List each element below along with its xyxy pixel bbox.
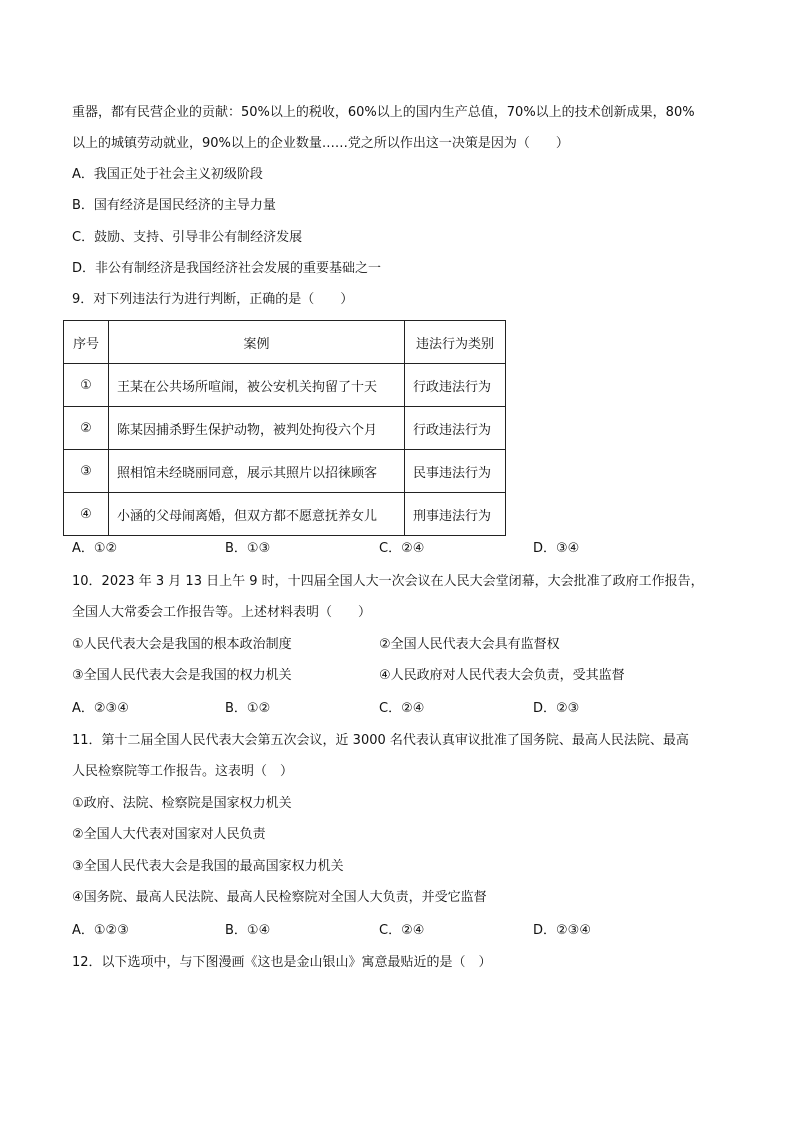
q8-option-a: A．我国正处于社会主义初级阶段 — [72, 167, 263, 182]
q10-option-d: D．②③ — [533, 701, 580, 716]
table-cell-type: 刑事违法行为 — [405, 493, 506, 536]
table-cell-number: ① — [64, 364, 109, 407]
q11-option-c: C．②④ — [379, 923, 425, 938]
q11-statement-1: ①政府、法院、检察院是国家权力机关 — [72, 796, 292, 811]
table-cell-type: 行政违法行为 — [405, 407, 506, 450]
q8-stem-line-2: 以上的城镇劳动就业，90%以上的企业数量……党之所以作出这一决策是因为（ ） — [72, 136, 569, 151]
q11-statement-2: ②全国人大代表对国家对人民负责 — [72, 827, 266, 842]
q10-options — [72, 699, 722, 719]
q10-option-a: A．②③④ — [72, 701, 129, 716]
q9-options — [72, 539, 722, 559]
table-row — [64, 493, 506, 536]
q11-statement-4: ④国务院、最高人民法院、最高人民检察院对全国人大负责，并受它监督 — [72, 890, 487, 905]
q10-statement-4: ④人民政府对人民代表大会负责，受其监督 — [379, 668, 625, 683]
q10-statement-row — [72, 666, 722, 686]
table-row — [64, 450, 506, 493]
table-row — [64, 407, 506, 450]
q9-option-b: B．①③ — [225, 541, 271, 556]
table-header-type: 违法行为类别 — [405, 321, 506, 364]
q8-option-b: B．国有经济是国民经济的主导力量 — [72, 198, 276, 213]
q11-option-b: B．①④ — [225, 923, 271, 938]
q10-statement-row — [72, 635, 722, 655]
q10-option-b: B．①② — [225, 701, 271, 716]
q10-stem-line-1: 10．2023 年 3 月 13 日上午 9 时，十四届全国人大一次会议在人民大会堂闭幕，大会批准了政府工作报告， — [72, 574, 704, 589]
q10-stem-line-2: 全国人大常委会工作报告等。上述材料表明（ ） — [72, 605, 372, 620]
table-cell-case: 陈某因捕杀野生保护动物，被判处拘役六个月 — [109, 407, 405, 450]
q11-option-a: A．①②③ — [72, 923, 129, 938]
table-cell-number: ② — [64, 407, 109, 450]
table-cell-type: 行政违法行为 — [405, 364, 506, 407]
q12-stem: 12．以下选项中，与下图漫画《这也是金山银山》寓意最贴近的是（ ） — [72, 955, 492, 970]
table-header-case: 案例 — [109, 321, 405, 364]
table-cell-number: ③ — [64, 450, 109, 493]
table-header-number: 序号 — [64, 321, 109, 364]
table-header-row — [64, 321, 506, 364]
table-cell-case: 照相馆未经晓丽同意，展示其照片以招徕顾客 — [109, 450, 405, 493]
q8-option-c: C．鼓励、支持、引导非公有制经济发展 — [72, 230, 303, 245]
table-cell-number: ④ — [64, 493, 109, 536]
q11-stem-line-2: 人民检察院等工作报告。这表明（ ） — [72, 764, 294, 779]
table-row — [64, 364, 506, 407]
q8-option-d: D．非公有制经济是我国经济社会发展的重要基础之一 — [72, 261, 382, 276]
table-cell-type: 民事违法行为 — [405, 450, 506, 493]
q8-stem-line-1: 重器，都有民营企业的贡献：50%以上的税收，60%以上的国内生产总值，70%以上的技术创新成果，80% — [72, 105, 695, 120]
q9-violation-table — [63, 320, 506, 536]
q9-option-a: A．①② — [72, 541, 118, 556]
q11-statement-3: ③全国人民代表大会是我国的最高国家权力机关 — [72, 859, 344, 874]
q10-statement-3: ③全国人民代表大会是我国的权力机关 — [72, 668, 292, 683]
q10-option-c: C．②④ — [379, 701, 425, 716]
q11-stem-line-1: 11．第十二届全国人民代表大会第五次会议，近 3000 名代表认真审议批准了国务院、最高人民法院、最高 — [72, 733, 689, 748]
q9-option-d: D．③④ — [533, 541, 580, 556]
q9-stem: 9．对下列违法行为进行判断，正确的是（ ） — [72, 292, 354, 307]
q10-statement-1: ①人民代表大会是我国的根本政治制度 — [72, 637, 292, 652]
q11-options — [72, 921, 722, 941]
q11-option-d: D．②③④ — [533, 923, 591, 938]
table-cell-case: 王某在公共场所喧闹，被公安机关拘留了十天 — [109, 364, 405, 407]
table-cell-case: 小涵的父母闹离婚，但双方都不愿意抚养女儿 — [109, 493, 405, 536]
q10-statement-2: ②全国人民代表大会具有监督权 — [379, 637, 560, 652]
q9-option-c: C．②④ — [379, 541, 425, 556]
